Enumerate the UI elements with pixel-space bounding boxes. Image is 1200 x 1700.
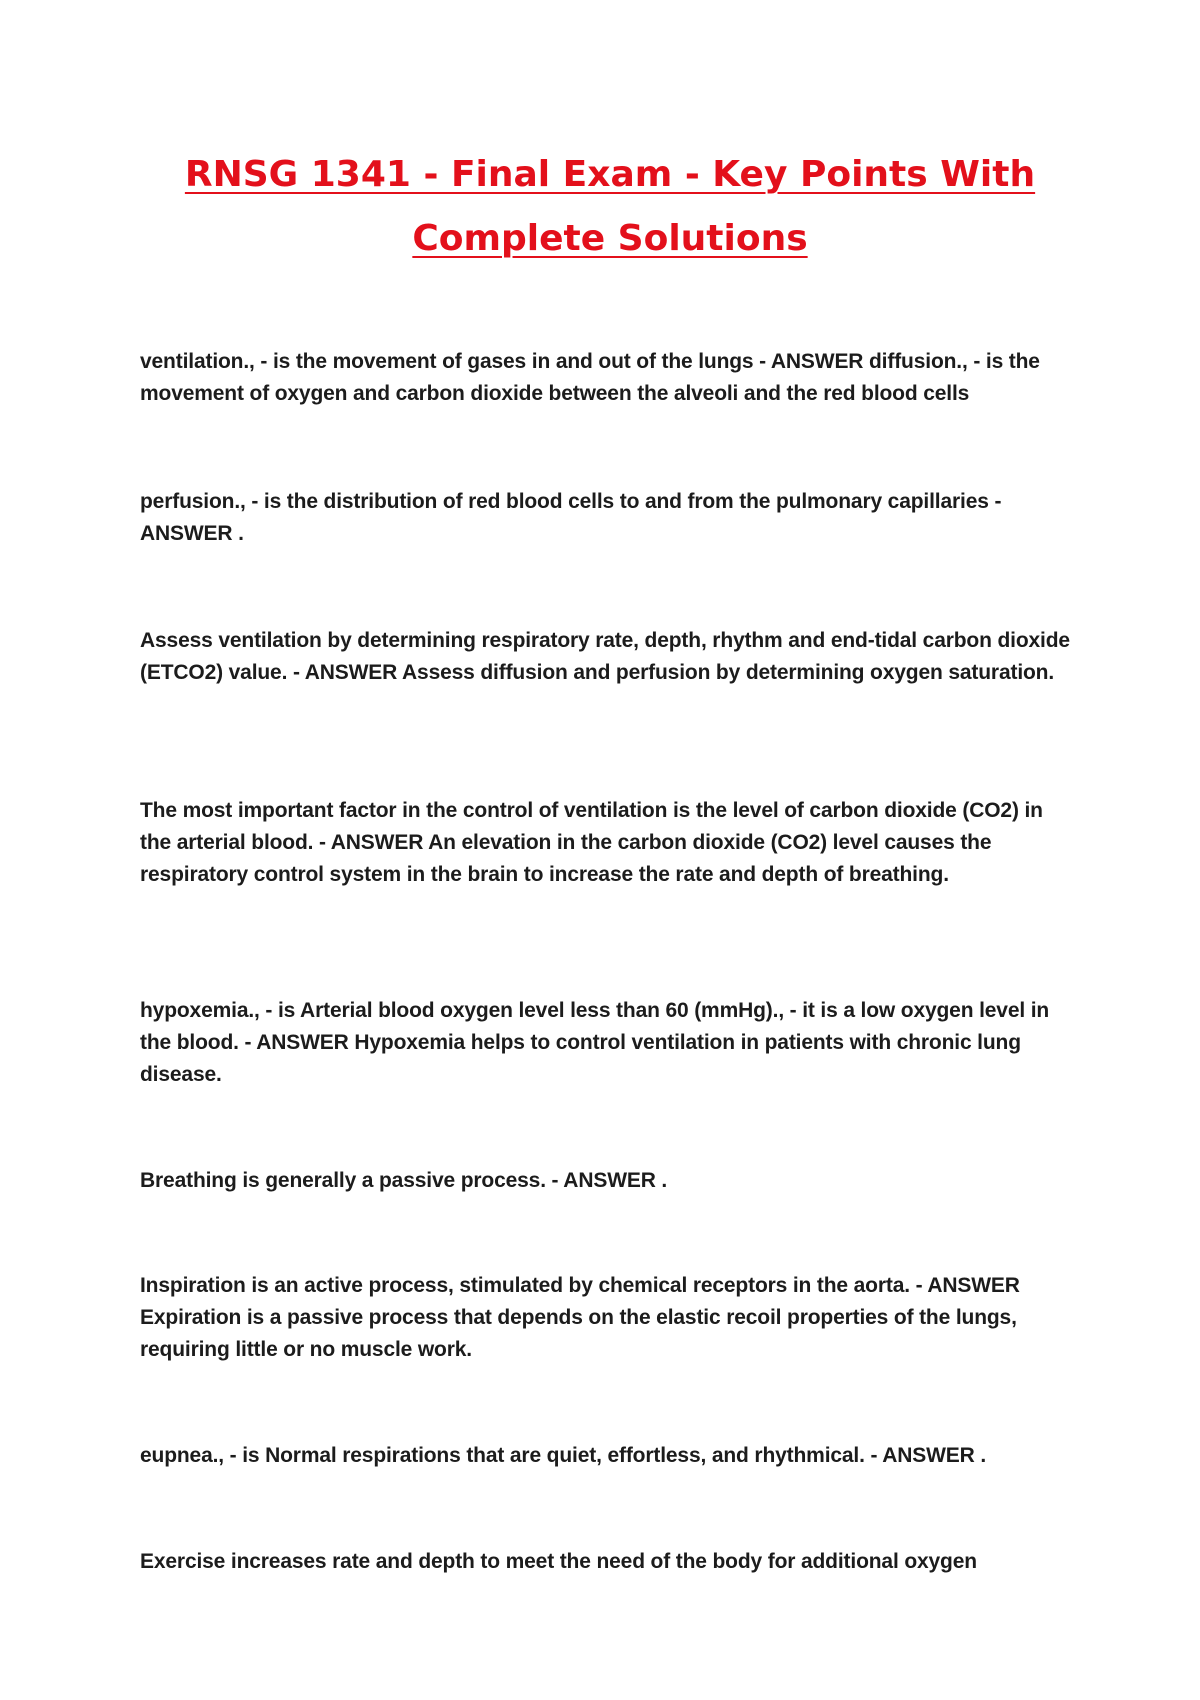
qa-entry-assess-ventilation [140, 625, 1075, 689]
qa-entry-inspiration [140, 1270, 1075, 1366]
qa-entry-ventilation [140, 346, 1075, 410]
qa-entry-perfusion [140, 486, 1075, 550]
qa-entry-breathing-passive [140, 1165, 1075, 1197]
qa-entry-text: Exercise increases rate and depth to meet the need of the body for additional oxygen [140, 1550, 977, 1573]
qa-entry-exercise [140, 1546, 1075, 1578]
qa-entry-text: Breathing is generally a passive process. - ANSWER . [140, 1169, 668, 1192]
qa-entry-text: ventilation., - is the movement of gases in and out of the lungs - ANSWER diffusion., - is the movement of oxygen and carbon dioxide between the alveoli and the red blood cells [140, 350, 1040, 405]
qa-entry-hypoxemia [140, 995, 1075, 1091]
qa-entry-text: Inspiration is an active process, stimulated by chemical receptors in the aorta. - ANSWER Expiration is a passive process that depends on the elastic recoil properties of the lungs, requiring little or no muscle work. [140, 1274, 1020, 1361]
qa-entry-co2-control [140, 795, 1075, 891]
document-title [140, 150, 1080, 264]
qa-entry-text: hypoxemia., - is Arterial blood oxygen level less than 60 (mmHg)., - it is a low oxygen level in the blood. - ANSWER Hypoxemia helps to control ventilation in patients with chronic lung disease. [140, 999, 1050, 1086]
title-line-1: RNSG 1341 - Final Exam - Key Points With [184, 154, 1036, 195]
title-line-2: Complete Solutions [412, 218, 808, 259]
qa-entry-text: Assess ventilation by determining respiratory rate, depth, rhythm and end-tidal carbon dioxide (ETCO2) value. - ANSWER Assess diffusion and perfusion by determining oxygen saturation. [140, 629, 1070, 684]
qa-entry-eupnea [140, 1440, 1075, 1472]
qa-entry-text: The most important factor in the control of ventilation is the level of carbon dioxide (CO2) in the arterial blood. - ANSWER An elevation in the carbon dioxide (CO2) level causes the respiratory control system in the brain to increase the rate and depth of breathing. [140, 799, 1043, 886]
qa-entry-text: perfusion., - is the distribution of red blood cells to and from the pulmonary capillaries - ANSWER . [140, 490, 1002, 545]
qa-entry-text: eupnea., - is Normal respirations that are quiet, effortless, and rhythmical. - ANSWER . [140, 1444, 987, 1467]
